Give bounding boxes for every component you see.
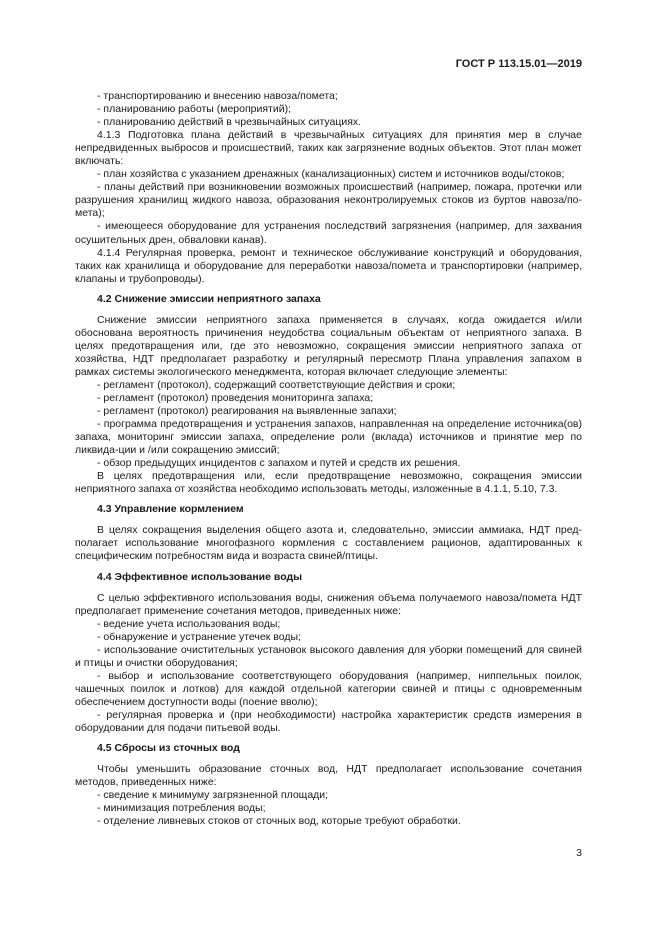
section-heading-4-2: 4.2 Снижение эмиссии неприятного запаха (97, 292, 321, 305)
list-item: - регулярная проверка и (при необходимости) настройка характеристик средств измерения в оборудовании для подачи питьевой воды. (75, 708, 582, 734)
list-item: - планы действий при возникновении возможных происшествий (например, пожара, протечки или разрушения хранилищ жидкого навоза, образования неконтролируемых стоков из буртов навоза/по-мета); (75, 181, 582, 220)
document-body (75, 90, 582, 828)
list-item: - выбор и использование соответствующего оборудования (например, ниппельных поилок, чашечных поилок и лотков) для каждой отдельной категории свиней и птицы с одновременным обеспечением доступности воды (поение вволю); (75, 669, 582, 708)
standard-header: ГОСТ Р 113.15.01—2019 (455, 58, 582, 70)
list-item: - использование очистительных установок высокого давления для уборки помещений для свиней и птицы и очистки оборудования; (75, 643, 582, 669)
list-item: - программа предотвращения и устранения запахов, направленная на определение источника(ов) запаха, мониторинг эмиссии запаха, определение роли (вклада) источников и принятие мер по ликвида-ции и /или сокращению эмиссий; (75, 418, 582, 457)
page-number: 3 (576, 847, 582, 859)
list-item: - регламент (протокол) реагирования на выявленные запахи; (97, 405, 397, 418)
list-item: - транспортированию и внесению навоза/помета; (97, 90, 338, 102)
paragraph: С целью эффективного использования воды, снижения объема получаемого навоза/помета НДТ предполагает применение сочетания методов, приведенных ниже: (75, 591, 582, 617)
paragraph: В целях предотвращения или, если предотвращение невозможно, сокращения эмиссии неприятного запаха от хозяйства необходимо использовать методы, изложенные в 4.1.1, 5.10, 7.3. (75, 470, 582, 496)
section-heading-4-3: 4.3 Управление кормлением (97, 503, 244, 516)
section-heading-4-4: 4.4 Эффективное использование воды (97, 570, 303, 583)
list-item: - обзор предыдущих инцидентов с запахом и путей и средств их решения. (97, 457, 461, 470)
paragraph: В целях сокращения выделения общего азота и, следовательно, эмиссии аммиака, НДТ пред-полагает использование многофазного кормления с составлением рационов, адаптированных к специфическим потребностям вида и возраста свиней/птицы. (75, 524, 582, 563)
list-item: - план хозяйства с указанием дренажных (канализационных) систем и источников воды/стоков; (97, 168, 565, 181)
list-item: - отделение ливневых стоков от сточных вод, которые требуют обработки. (97, 815, 461, 828)
list-item: - планированию действий в чрезвычайных ситуациях. (97, 116, 362, 129)
list-item: - ведение учета использования воды; (97, 617, 281, 630)
section-heading-4-5: 4.5 Сбросы из сточных вод (97, 742, 240, 755)
list-item: - имеющееся оборудование для устранения последствий загрязнения (например, для захвания осушительных дрен, обваловки канав). (75, 220, 582, 246)
paragraph: Снижение эмиссии неприятного запаха применяется в случаях, когда ожидается и/или обоснована вероятность причинения неудобства социальным объектам от неприятного запаха. В целях предотвращения или, где это невозможно, сокращения эмиссии неприятного запаха от хозяйства, НДТ предполагает разработку и регулярный пересмотр Плана управления запахом в рамках системы экологического менеджмента, которая включает следующие элементы: (75, 313, 582, 378)
clause-4-1-4: 4.1.4 Регулярная проверка, ремонт и техническое обслуживание конструкций и оборудования, таких как хранилища и оборудование для переработки навоза/помета и транспортировки (например, клапаны и трубопроводы). (75, 246, 582, 285)
paragraph: Чтобы уменьшить образование сточных вод, НДТ предполагает использование сочетания методов, приведенных ниже: (75, 763, 582, 789)
list-item: - сведение к минимуму загрязненной площади; (97, 789, 329, 802)
list-item: - регламент (протокол), содержащий соответствующие действия и сроки; (97, 378, 456, 391)
list-item: - обнаружение и устранение утечек воды; (97, 630, 301, 643)
list-item: - регламент (протокол) проведения мониторинга запаха; (97, 391, 374, 404)
clause-4-1-3: 4.1.3 Подготовка плана действий в чрезвычайных ситуациях для принятия мер в случае непредвиденных выбросов и происшествий, таких как загрязнение водных объектов. Этот план может включать: (75, 129, 582, 168)
list-item: - минимизация потребления воды; (97, 802, 266, 815)
list-item: - планированию работы (мероприятий); (97, 103, 292, 116)
